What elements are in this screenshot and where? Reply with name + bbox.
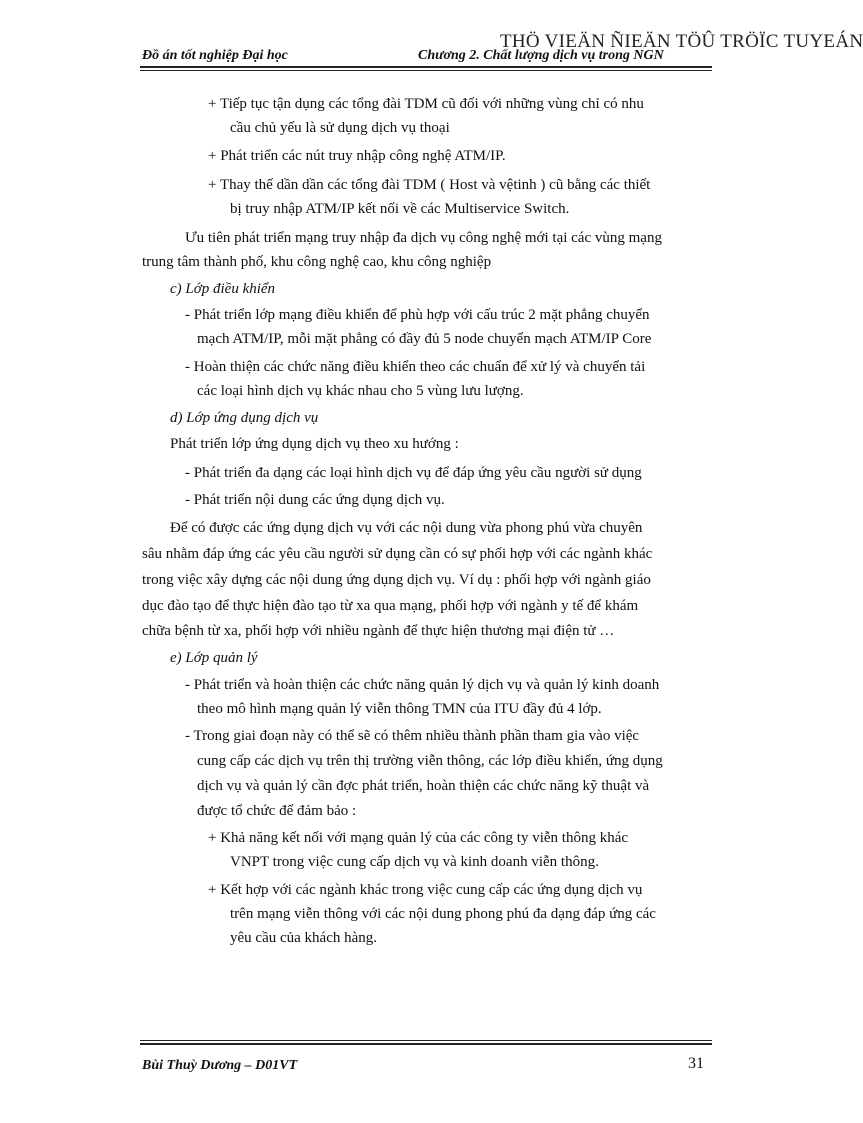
page-number: 31 — [688, 1055, 704, 1072]
footer-rule — [140, 1043, 712, 1045]
paragraph-line: trong việc xây dựng các nội dung ứng dụng dịch vụ. Ví dụ : phối hợp với ngành giáo — [142, 572, 651, 588]
footer-rule-thin — [140, 1040, 712, 1041]
paragraph-line: dục đào tạo để thực hiện đào tạo từ xa qua mạng, phối hợp với ngành y tế để khám — [142, 598, 639, 614]
paragraph-line: sâu nhằm đáp ứng các yêu cầu người sử dụng cần có sự phối hợp với các ngành khác — [142, 546, 653, 562]
bullet-line: + Tiếp tục tận dụng các tổng đài TDM cũ đối với những vùng chỉ có nhu — [208, 96, 644, 112]
bullet-line: + Kết hợp với các ngành khác trong việc cung cấp các ứng dụng dịch vụ — [208, 882, 643, 898]
paragraph-line: Phát triển lớp ứng dụng dịch vụ theo xu hướng : — [170, 436, 459, 452]
bullet-line: + Thay thế dần dần các tổng đài TDM ( Host và vệtinh ) cũ bằng các thiết — [208, 177, 651, 193]
bullet-line: + Khả năng kết nối với mạng quản lý của các công ty viễn thông khác — [208, 830, 629, 846]
bullet-line-cont: cầu chủ yếu là sử dụng dịch vụ thoại — [230, 120, 450, 136]
section-heading-c: c) Lớp điều khiển — [170, 281, 276, 297]
dash-line: - Hoàn thiện các chức năng điều khiển theo các chuẩn để xử lý và chuyển tải — [185, 359, 646, 375]
paragraph-line: chữa bệnh từ xa, phối hợp với nhiều ngành để thực hiện thương mại điện tử … — [142, 623, 615, 639]
paragraph-line: trung tâm thành phố, khu công nghệ cao, khu công nghiệp — [142, 254, 492, 270]
header-chapter: Chương 2. Chất lượng dịch vụ trong NGN — [418, 48, 664, 63]
section-heading-d: d) Lớp ứng dụng dịch vụ — [170, 410, 319, 426]
dash-line-cont: dịch vụ và quản lý cần đợc phát triển, hoàn thiện các chức năng kỹ thuật và — [197, 778, 650, 794]
paragraph-line: Để có được các ứng dụng dịch vụ với các nội dung vừa phong phú vừa chuyên — [170, 520, 643, 536]
bullet-line-cont: trên mạng viễn thông với các nội dung phong phú đa dạng đáp ứng các — [230, 906, 656, 922]
dash-line-cont: mạch ATM/IP, mỗi mặt phẳng có đầy đủ 5 node chuyển mạch ATM/IP Core — [197, 331, 652, 347]
dash-line: - Phát triển nội dung các ứng dụng dịch vụ. — [185, 492, 445, 508]
dash-line: - Phát triển và hoàn thiện các chức năng quản lý dịch vụ và quản lý kinh doanh — [185, 677, 660, 693]
section-heading-e: e) Lớp quản lý — [170, 650, 258, 666]
footer-author: Bùi Thuỳ Dương – D01VT — [142, 1058, 298, 1073]
header-rule — [140, 66, 712, 68]
watermark-text: THÖ VIEÄN ÑIEÄN TÖÛ TRÖÏC TUYEÁN — [500, 31, 863, 52]
header-rule-thin — [140, 70, 712, 71]
dash-line: - Phát triển lớp mạng điều khiển để phù hợp với cấu trúc 2 mặt phẳng chuyển — [185, 307, 650, 323]
bullet-line: + Phát triển các nút truy nhập công nghệ ATM/IP. — [208, 148, 506, 164]
bullet-line-cont: yêu cầu của khách hàng. — [230, 930, 378, 946]
dash-line-cont: được tổ chức để đảm bảo : — [197, 803, 357, 819]
bullet-line-cont: bị truy nhập ATM/IP kết nối về các Multiservice Switch. — [230, 201, 570, 217]
paragraph-line: Ưu tiên phát triển mạng truy nhập đa dịch vụ công nghệ mới tại các vùng mạng — [185, 230, 662, 246]
dash-line-cont: cung cấp các dịch vụ trên thị trường viễn thông, các lớp điều khiển, ứng dụng — [197, 753, 663, 769]
header-left: Đồ án tốt nghiệp Đại học — [142, 48, 288, 63]
dash-line-cont: theo mô hình mạng quản lý viễn thông TMN của ITU đầy đủ 4 lớp. — [197, 701, 602, 717]
dash-line-cont: các loại hình dịch vụ khác nhau cho 5 vùng lưu lượng. — [197, 383, 524, 399]
dash-line: - Trong giai đoạn này có thể sẽ có thêm nhiều thành phần tham gia vào việc — [185, 728, 640, 744]
dash-line: - Phát triển đa dạng các loại hình dịch vụ để đáp ứng yêu cầu người sử dụng — [185, 465, 642, 481]
bullet-line-cont: VNPT trong việc cung cấp dịch vụ và kinh doanh viễn thông. — [230, 854, 599, 870]
